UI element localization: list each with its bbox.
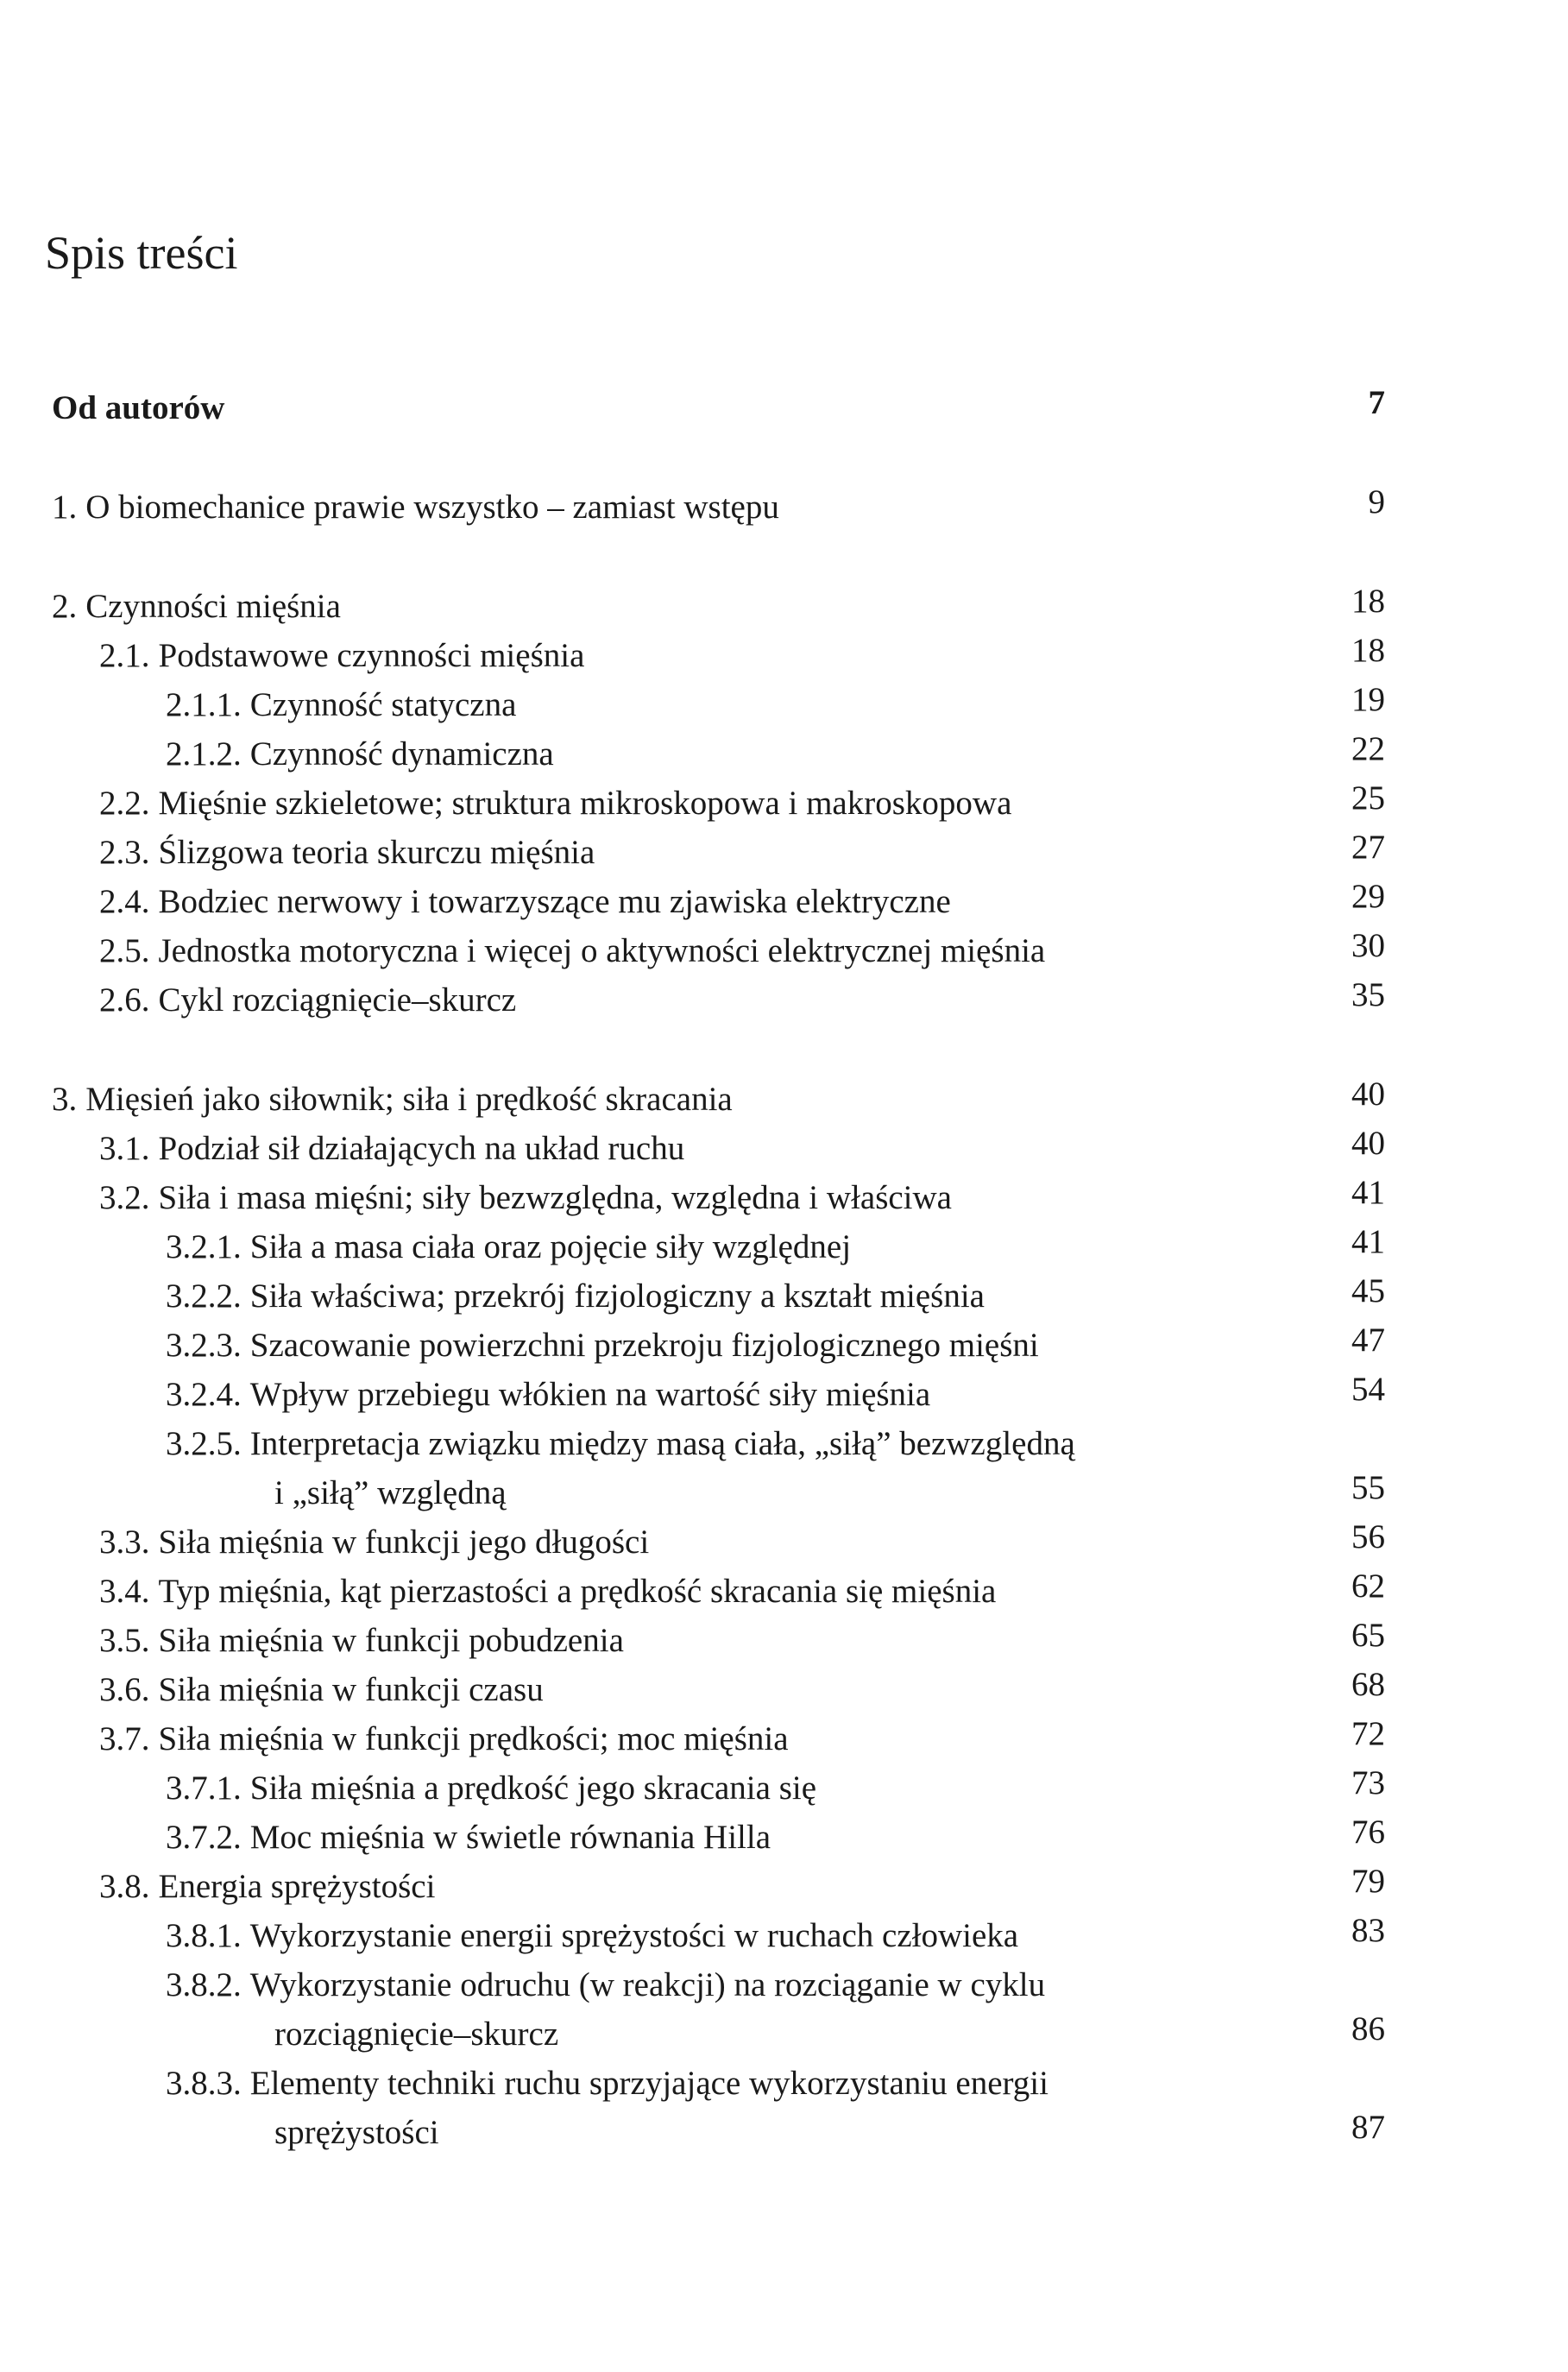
toc-entry-page-number: 25 [1351,779,1385,817]
toc-entry-number: 3.7.2. [166,1819,242,1856]
toc-entry-title: Siła mięśnia w funkcji prędkości; moc mięśnia [158,1720,789,1757]
toc-entry-page-number: 83 [1351,1912,1385,1949]
toc-entry-number: 2.1.1. [166,686,242,723]
toc-entry-title: Energia sprężystości [158,1868,436,1905]
toc-entry-page-number: 76 [1351,1814,1385,1851]
toc-entry-title: Typ mięśnia, kąt pierzastości a prędkość skracania się mięśnia [158,1573,997,1610]
toc-entry-page-number: 55 [1351,1469,1385,1506]
toc-entry-label [99,877,951,926]
toc-entry-label [52,383,224,432]
toc-entry-number: 2. [52,588,78,625]
toc-entry-title: Czynność dynamiczna [249,735,554,773]
toc-entry-page-number: 68 [1351,1666,1385,1703]
toc-section [0,1075,1568,2157]
toc-entry-page-number: 41 [1351,1174,1385,1211]
toc-entry-page-number: 56 [1351,1518,1385,1555]
toc-entry-number: 3.7. [99,1720,150,1757]
toc-entry-label [99,1862,435,1911]
toc-entry-page-number: 18 [1351,632,1385,669]
toc-entry-label [99,1124,684,1173]
toc-entry-title: Cykl rozciągnięcie–skurcz [158,981,517,1019]
toc-entry-title: Interpretacja związku między masą ciała, „siłą” bezwzględną [249,1425,1075,1462]
table-of-contents [0,383,1568,2157]
toc-entry-page-number: 54 [1351,1371,1385,1408]
toc-entry-label [166,1222,851,1271]
toc-entry-label [166,1813,771,1862]
toc-entry [0,383,1568,432]
toc-entry-page-number: 40 [1351,1125,1385,1162]
toc-entry [0,483,1568,532]
toc-entry [0,1567,1568,1616]
toc-entry-page-number: 27 [1351,829,1385,866]
toc-entry-page-number: 65 [1351,1617,1385,1654]
toc-entry-title: Podział sił działających na układ ruchu [158,1130,685,1167]
toc-entry [0,877,1568,926]
toc-entry-page-number: 87 [1351,2109,1385,2146]
toc-entry-label [52,582,341,631]
toc-entry [0,1124,1568,1173]
toc-entry-number: 3.1. [99,1130,150,1167]
toc-entry-number: 3.2.2. [166,1277,242,1315]
page-title: Spis treści [45,227,238,279]
toc-entry [0,975,1568,1025]
toc-section [0,383,1568,432]
toc-entry-label [166,1321,1039,1370]
toc-entry-label [99,1567,996,1616]
toc-entry-page-number: 7 [1368,384,1385,421]
toc-entry-title: Moc mięśnia w świetle równania Hilla [249,1819,771,1856]
toc-entry [0,1960,1568,2059]
toc-entry [0,1321,1568,1370]
toc-entry-title: Wykorzystanie energii sprężystości w ruchach człowieka [249,1917,1019,1954]
toc-entry [0,926,1568,975]
toc-entry-page-number: 41 [1351,1223,1385,1260]
toc-entry-label [99,1173,952,1222]
toc-entry [0,680,1568,729]
toc-entry-number: 1. [52,489,78,526]
toc-entry-number: 3.6. [99,1671,150,1708]
toc-entry [0,779,1568,828]
toc-entry-title: Jednostka motoryczna i więcej o aktywności elektrycznej mięśnia [158,932,1046,969]
toc-entry-number: 2.1. [99,637,150,674]
toc-entry-title: Siła mięśnia a prędkość jego skracania się [249,1770,817,1807]
toc-entry-number: 3. [52,1081,78,1118]
toc-entry-label [99,1714,789,1763]
toc-entry [0,1763,1568,1813]
toc-entry-number: 2.4. [99,883,150,920]
toc-entry-page-number: 22 [1351,730,1385,767]
toc-entry-number: 3.3. [99,1524,150,1561]
toc-entry-page-number: 45 [1351,1272,1385,1309]
toc-entry-title-continuation: sprężystości [274,2114,439,2151]
toc-entry-page-number: 29 [1351,878,1385,915]
toc-entry [0,828,1568,877]
toc-entry-page-number: 9 [1368,483,1385,520]
toc-entry-number: 3.2.5. [166,1425,242,1462]
toc-entry-number: 3.5. [99,1622,150,1659]
toc-entry-title: Siła a masa ciała oraz pojęcie siły względnej [249,1228,852,1265]
toc-entry [0,1075,1568,1124]
toc-section [0,582,1568,1025]
toc-entry-title: Od autorów [52,389,225,426]
toc-entry-number: 2.2. [99,785,150,822]
toc-entry [0,1714,1568,1763]
toc-entry [0,1665,1568,1714]
toc-entry-label [99,926,1045,975]
toc-entry-title: Czynności mięśnia [85,588,341,625]
toc-entry-label [99,631,584,680]
toc-entry-title: Ślizgowa teoria skurczu mięśnia [158,834,595,871]
toc-entry-number: 3.8. [99,1868,150,1905]
toc-entry [0,1862,1568,1911]
toc-entry-number: 3.2.4. [166,1376,242,1413]
toc-entry-title: Siła właściwa; przekrój fizjologiczny a kształt mięśnia [249,1277,985,1315]
toc-entry-title: Czynność statyczna [249,686,517,723]
toc-entry-label [166,2059,1048,2108]
toc-entry-number: 3.8.2. [166,1966,242,2003]
toc-entry-title-continuation: rozciągnięcie–skurcz [274,2016,559,2053]
toc-section [0,483,1568,532]
toc-entry-label [99,1616,624,1665]
toc-entry-label [99,779,1011,828]
toc-entry-number: 3.4. [99,1573,150,1610]
toc-entry-page-number: 35 [1351,976,1385,1013]
toc-entry-number: 3.2. [99,1179,150,1216]
toc-entry-label [52,483,779,532]
toc-entry-title: Siła i masa mięśni; siły bezwzględna, względna i właściwa [158,1179,952,1216]
toc-entry-title: Elementy techniki ruchu sprzyjające wykorzystaniu energii [249,2065,1048,2102]
toc-entry-title: Siła mięśnia w funkcji czasu [158,1671,544,1708]
toc-entry-label [166,1960,1045,2009]
toc-entry-page-number: 79 [1351,1863,1385,1900]
toc-entry-title: O biomechanice prawie wszystko – zamiast wstępu [85,489,779,526]
toc-entry-page-number: 73 [1351,1764,1385,1801]
toc-entry-number: 2.3. [99,834,150,871]
toc-entry-title: Szacowanie powierzchni przekroju fizjologicznego mięśni [249,1327,1039,1364]
toc-entry-title: Mięsień jako siłownik; siła i prędkość skracania [85,1081,733,1118]
toc-entry [0,1517,1568,1567]
toc-entry [0,582,1568,631]
toc-entry [0,1271,1568,1321]
toc-entry-number: 3.8.1. [166,1917,242,1954]
toc-entry-number: 3.8.3. [166,2065,242,2102]
toc-entry-label [166,729,554,779]
toc-entry-title: Bodziec nerwowy i towarzyszące mu zjawiska elektryczne [158,883,951,920]
toc-entry-number: 2.6. [99,981,150,1019]
toc-entry-label [52,1075,733,1124]
toc-entry-label [99,975,516,1025]
toc-entry [0,1419,1568,1517]
toc-entry-page-number: 72 [1351,1715,1385,1752]
toc-entry-page-number: 18 [1351,583,1385,620]
toc-entry [0,2059,1568,2157]
toc-entry-number: 2.5. [99,932,150,969]
toc-entry-label [166,1763,816,1813]
toc-entry [0,1813,1568,1862]
toc-entry-label [166,1370,930,1419]
toc-entry-title: Wykorzystanie odruchu (w reakcji) na rozciąganie w cyklu [249,1966,1046,2003]
toc-entry-label [166,1419,1075,1468]
toc-entry-title-continuation: i „siłą” względną [274,1474,507,1511]
toc-entry-title: Podstawowe czynności mięśnia [158,637,585,674]
toc-entry-label [99,828,595,877]
toc-entry-label [99,1517,649,1567]
toc-entry-label [166,680,516,729]
toc-entry-page-number: 30 [1351,927,1385,964]
toc-entry-label [99,1665,544,1714]
toc-entry-title: Mięśnie szkieletowe; struktura mikroskopowa i makroskopowa [158,785,1012,822]
toc-entry-number: 2.1.2. [166,735,242,773]
toc-entry [0,1222,1568,1271]
toc-entry-number: 3.2.3. [166,1327,242,1364]
toc-entry-label [166,1271,985,1321]
toc-entry [0,1911,1568,1960]
toc-entry-page-number: 40 [1351,1076,1385,1113]
toc-entry [0,1173,1568,1222]
toc-entry [0,631,1568,680]
toc-entry-title: Siła mięśnia w funkcji jego długości [158,1524,650,1561]
toc-entry-number: 3.2.1. [166,1228,242,1265]
toc-entry-title: Siła mięśnia w funkcji pobudzenia [158,1622,624,1659]
toc-entry-number: 3.7.1. [166,1770,242,1807]
toc-entry-page-number: 47 [1351,1322,1385,1359]
toc-entry-label [166,1911,1018,1960]
toc-entry [0,1616,1568,1665]
toc-entry [0,1370,1568,1419]
toc-entry-title: Wpływ przebiegu włókien na wartość siły mięśnia [249,1376,931,1413]
toc-entry [0,729,1568,779]
toc-entry-page-number: 62 [1351,1568,1385,1605]
toc-entry-page-number: 86 [1351,2010,1385,2047]
toc-entry-page-number: 19 [1351,681,1385,718]
